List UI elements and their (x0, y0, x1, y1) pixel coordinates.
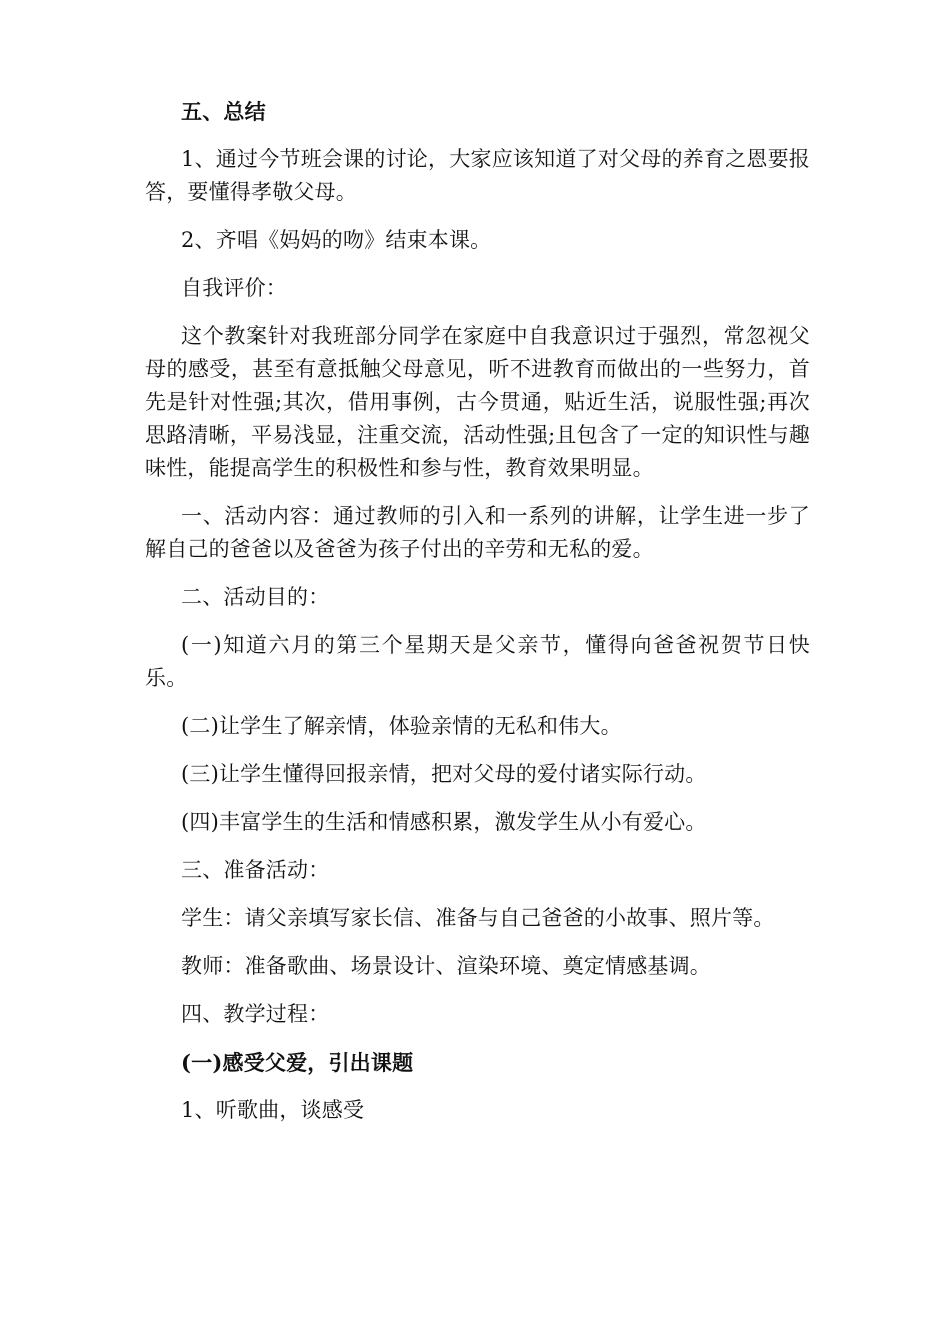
activity-content: 一、活动内容：通过教师的引入和一系列的讲解，让学生进一步了解自己的爸爸以及爸爸为孩子付出的辛劳和无私的爱。 (145, 504, 810, 561)
self-evaluation-text: 这个教案针对我班部分同学在家庭中自我意识过于强烈，常忽视父母的感受，甚至有意抵触父母意见，听不进教育而做出的一些努力，首先是针对性强;其次，借用事例，古今贯通，贴近生活，说服性强;再次思路清晰，平易浅显，注重交流，活动性强;且包含了一定的知识性与趣味性，能提高学生的积极性和参与性，教育效果明显。 (145, 324, 810, 480)
summary-point-1: 1、通过今节班会课的讨论，大家应该知道了对父母的养育之恩要报答，要懂得孝敬父母。 (145, 147, 810, 204)
activity-purpose-heading: 二、活动目的： (181, 585, 330, 609)
section-heading-summary: 五、总结 (181, 99, 266, 124)
preparation-teacher: 教师：准备歌曲、场景设计、渲染环境、奠定情感基调。 (181, 954, 711, 978)
purpose-item-4: (四)丰富学生的生活和情感积累，激发学生从小有爱心。 (181, 810, 707, 834)
process-step-1-item-1: 1、听歌曲，谈感受 (181, 1098, 365, 1122)
preparation-students: 学生：请父亲填写家长信、准备与自己爸爸的小故事、照片等。 (181, 906, 775, 930)
preparation-heading: 三、准备活动： (181, 858, 330, 882)
summary-point-2: 2、齐唱《妈妈的吻》结束本课。 (181, 228, 492, 252)
process-step-1-heading: (一)感受父爱，引出课题 (181, 1050, 414, 1075)
teaching-process-heading: 四、教学过程： (181, 1002, 330, 1026)
purpose-item-1: (一)知道六月的第三个星期天是父亲节，懂得向爸爸祝贺节日快乐。 (145, 633, 810, 690)
purpose-item-2: (二)让学生了解亲情，体验亲情的无私和伟大。 (181, 714, 622, 738)
document-page (145, 95, 810, 1142)
self-evaluation-label: 自我评价： (181, 276, 287, 300)
purpose-item-3: (三)让学生懂得回报亲情，把对父母的爱付诸实际行动。 (181, 762, 707, 786)
